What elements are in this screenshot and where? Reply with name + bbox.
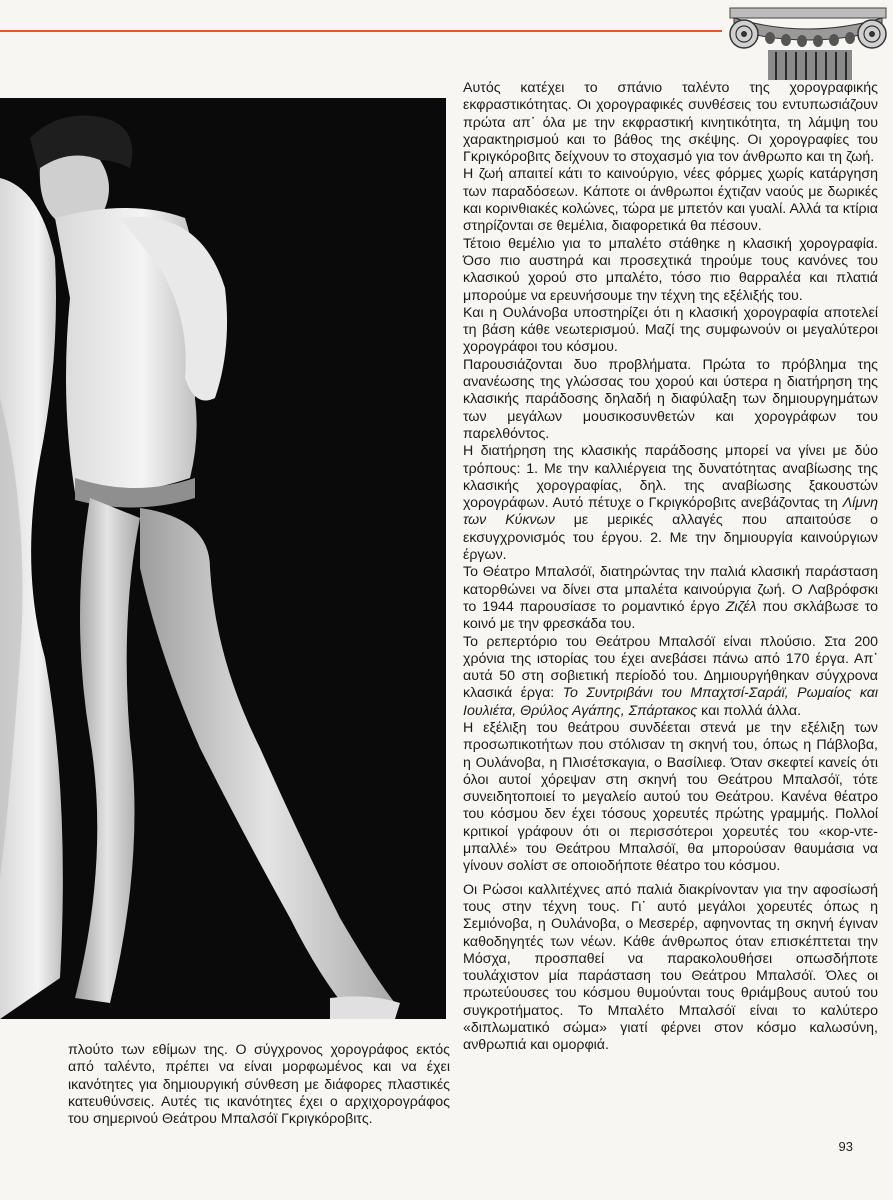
paragraph: Και η Ουλάνοβα υποστηρίζει ότι η κλασική χορογραφία αποτελεί τη βάση κάθε νεωτερισμού. Μαζί της συμφωνούν οι μεγαλύτεροι χορογράφοι του κόσμου.	[463, 304, 878, 356]
paragraph: Αυτός κατέχει το σπάνιο ταλέντο της χορογραφικής εκφραστικότητας. Οι χορογραφικές συνθέσεις του εντυπωσιάζουν πρώτα απ᾽ όλα με την εκφραστική κινητικότητα, τη λάμψη του χαρακτηρισμού και το βάθος της σκέψης. Οι χορογραφίες του Γκριγκόροβιτς δείχνουν το στοχασμό για τον άνθρωπο και τη ζωή.	[463, 80, 878, 166]
paragraph: Τέτοιο θεμέλιο για το μπαλέτο στάθηκε η κλασική χορογραφία. Όσο πιο αυστηρά και προσεχτικά τηρούμε τους κανόνες του κλασικού χορού στο μπαλέτο, τόσο πιο θαρραλέα και πλατιά μπορούμε να ερευνήσουμε την τέχνη της εξέλιξής του.	[463, 235, 878, 304]
text-run: και πολλά άλλα.	[697, 702, 802, 719]
paragraph: Η ζωή απαιτεί κάτι το καινούργιο, νέες φόρμες χωρίς κατάργηση των παραδόσεων. Κάποτε οι άνθρωποι έχτιζαν ναούς με δωρικές και κορινθιακές κολώνες, τώρα με μπετόν και γυαλί. Αλλά τα κτίρια στηρίζονται σε θεμέλια, διαφορετικά θα πέσουν.	[463, 166, 878, 235]
ballet-dancer-photo	[0, 98, 446, 1019]
paragraph: πλούτο των εθίμων της. Ο σύγχρονος χορογράφος εκτός από ταλέντο, πρέπει να είναι μορφωμένος και να έχει ικανότητες για δημιουργική σύνθεση με διάφορες πλαστικές κατευθύνσεις. Αυτές τις ικανότητες έχει ο αρχιχορογράφος του σημερινού Θεάτρου Μπαλσόϊ Γκριγκόροβιτς.	[68, 1042, 450, 1128]
work-title: Λίμνη των Κύκνων	[463, 495, 878, 529]
paragraph: Παρουσιάζονται δυο προβλήματα. Πρώτα το πρόβλημα της ανανέωσης της γλώσσας του χορού και ύστερα η διατήρηση της κλασικής παράδοσης δηλαδή η διαφύλαξη των δημιουργημάτων των μεγάλων μουσικοσυνθετών και χορογράφων του παρελθόντος.	[463, 356, 878, 442]
paragraph	[463, 443, 878, 564]
paragraph	[463, 564, 878, 633]
text-run: που σκλάβωσε το κοινό με την φρεσκάδα του.	[463, 598, 878, 633]
work-titles: Το Συντριβάνι του Μπαχτσί-Σαράϊ, Ρωμαίος και Ιουλιέτα, Θρύλος Αγάπης, Σπάρτακος	[463, 685, 878, 719]
paragraph: Η εξέλιξη του θεάτρου συνδέεται στενά με την εξέλιξη των προσωπικοτήτων που στόλισαν τη σκηνή του, όπως η Πάβλοβα, η Ουλάνοβα, η Πλισέτσκαγια, ο Βασίλιεφ. Όταν σκεφτεί κανείς ότι όλοι αυτοί χόρεψαν στη σκηνή του Θεάτρου Μπαλσόϊ, τότε συνειδητοποιεί το μεγαλείο αυτού του Θεάτρου. Κανένα θέατρο του κόσμου δεν έχει τόσους χορευτές πρώτης γραμμής. Πολλοί κριτικοί γράφουν ότι οι περισσότεροι χορευτές του «κορ-ντε-μπαλλέ» του Θεάτρου Μπαλσόϊ, θα μπορούσαν θαυμάσια να γίνουν σολίστ σε οποιοδήποτε θέατρο του κόσμου.	[463, 719, 878, 875]
text-run: Η διατήρηση της κλασικής παράδοσης μπορεί να γίνει με δύο τρόπους: 1. Με την καλλιέργεια της δυνατότητας αναβίωσης της κλασικής χορογραφίας, δηλ. της αναβίωσης ξακουστών χορογράφων. Αυτό πέτυχε ο Γκριγκόροβιτς ανεβάζοντας τη	[463, 443, 878, 512]
article-bottom-column	[68, 1042, 450, 1128]
text-run: με μερικές αλλαγές που απαιτούσε ο εκσυγχρονισμός του έργου. 2. Με την δημιουργία καινούργιων έργων.	[463, 512, 878, 564]
work-title: Ζιζέλ	[725, 598, 757, 615]
text-run: Το ρεπερτόριο του Θεάτρου Μπαλσόϊ είναι πλούσιο. Στα 200 χρόνια της ιστορίας του έχει ανεβάσει πάνω από 170 έργα. Απ᾽ αυτά 50 στη σοβιετική περίοδό του. Δημιουργήθηκαν σύγχρονα κλασικά έργα:	[463, 633, 878, 702]
paragraph	[463, 634, 878, 720]
article-right-column	[463, 80, 878, 1055]
ionic-column-capital-icon	[722, 0, 893, 80]
text-run: Το Θέατρο Μπαλσόϊ, διατηρώντας την παλιά κλασική παράσταση κατορθώνει να δίνει στα μπαλέτα καινούργια ζωή. Ο Λαβρόφσκι το 1944 παρουσίασε το ρομαντικό έργο	[463, 564, 878, 615]
page-number: 93	[838, 1139, 853, 1154]
paragraph: Οι Ρώσοι καλλιτέχνες από παλιά διακρίνονταν για την αφοσίωσή τους στην τέχνη τους. Γι᾽ αυτό μεγάλοι χορευτές όπως η Σεμιόνοβα, η Ουλάνοβα, ο Μεσερέρ, αφηνοντας τη σκηνή έγιναν καθοδηγητές των νέων. Κάθε άνθρωπος όταν επισκέπτεται την Μόσχα, προσπαθεί να παρακολουθήσει οπωσδήποτε τουλάχιστον μία παράσταση του Θεάτρου Μπαλσόϊ. Όλες οι πρωτεύουσες του κόσμου θυμούνται τους θριάμβους αυτού του συγκροτήματος. Το Μπαλέτο Μπαλσόϊ είναι το καλύτερο «διπλωματικό σώμα» γιατί φέρνει στον κόσμο καλωσύνη, ανθρωπιά και ομορφιά.	[463, 881, 878, 1054]
